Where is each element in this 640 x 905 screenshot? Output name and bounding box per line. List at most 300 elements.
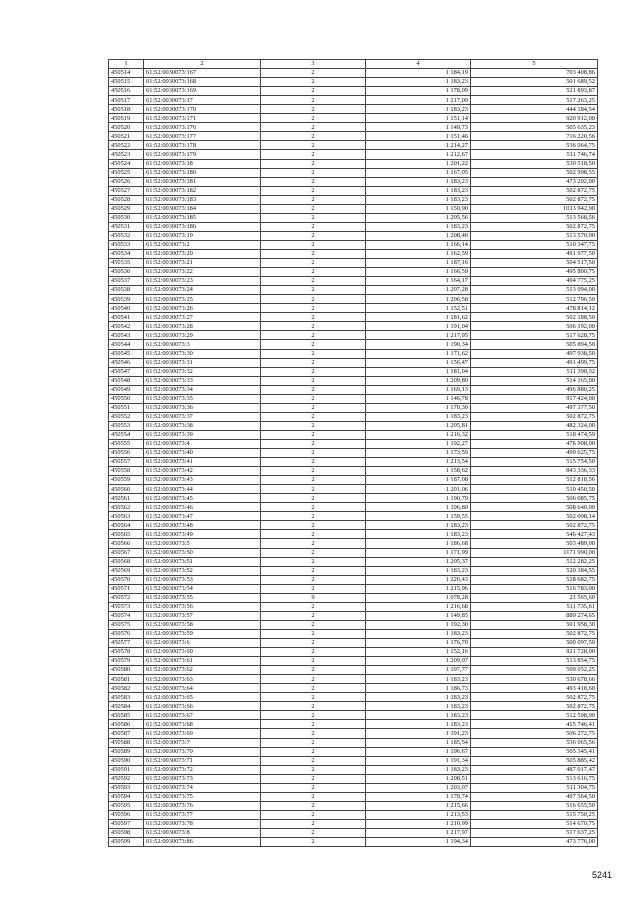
table-row: [109, 268, 598, 277]
table-cell-col4: 1 183,23: [366, 720, 471, 729]
table-row: [109, 277, 598, 286]
table-cell-col2: 61:52:0030073:21: [144, 259, 261, 268]
table-row: [109, 611, 598, 620]
table-row: [109, 222, 598, 231]
table-cell-col4: 1 208,51: [366, 774, 471, 783]
table-cell-col5: 514 165,00: [471, 376, 598, 385]
table-cell-col3: 2: [261, 132, 366, 141]
table-cell-col3: 2: [261, 666, 366, 675]
table-cell-col1: 450581: [109, 675, 144, 684]
table-cell-col2: 61:52:0030073:181: [144, 177, 261, 186]
table-cell-col2: 61:52:0030073:53: [144, 575, 261, 584]
column-header-3: 3: [261, 60, 366, 69]
table-cell-col1: 450528: [109, 195, 144, 204]
table-cell-col1: 450542: [109, 322, 144, 331]
table-cell-col3: 2: [261, 521, 366, 530]
table-row: [109, 548, 598, 557]
table-cell-col3: 2: [261, 774, 366, 783]
table-cell-col5: 530 678,66: [471, 675, 598, 684]
table-cell-col3: 2: [261, 204, 366, 213]
table-cell-col4: 1 171,62: [366, 349, 471, 358]
table-cell-col3: 2: [261, 729, 366, 738]
table-cell-col1: 450521: [109, 132, 144, 141]
table-cell-col2: 61:52:0030073:33: [144, 376, 261, 385]
table-cell-col4: 1 170,74: [366, 792, 471, 801]
table-row: [109, 684, 598, 693]
table-cell-col2: 61:52:0030073:58: [144, 620, 261, 629]
table-cell-col5: 473 776,00: [471, 838, 598, 847]
table-cell-col1: 450537: [109, 277, 144, 286]
table-cell-col5: 502 872,75: [471, 693, 598, 702]
table-row: [109, 485, 598, 494]
table-cell-col1: 450525: [109, 168, 144, 177]
table-cell-col2: 61:52:0030073:48: [144, 521, 261, 530]
table-cell-col4: 1 162,59: [366, 249, 471, 258]
table-cell-col1: 450550: [109, 394, 144, 403]
table-cell-col4: 1 158,62: [366, 467, 471, 476]
table-cell-col2: 61:52:0030073:63: [144, 675, 261, 684]
table-cell-col4: 1 208,40: [366, 231, 471, 240]
table-cell-col3: 2: [261, 792, 366, 801]
table-cell-col4: 1 183,23: [366, 711, 471, 720]
table-cell-col3: 2: [261, 69, 366, 78]
table-cell-col2: 61:52:0030073:75: [144, 792, 261, 801]
table-cell-col4: 1 152,51: [366, 304, 471, 313]
table-cell-col2: 61:52:0030073:61: [144, 657, 261, 666]
table-cell-col1: 450533: [109, 240, 144, 249]
table-cell-col1: 450579: [109, 657, 144, 666]
table-cell-col2: 61:52:0030073:182: [144, 186, 261, 195]
table-cell-col3: 2: [261, 249, 366, 258]
table-cell-col5: 520 384,55: [471, 566, 598, 575]
table-row: [109, 666, 598, 675]
table-cell-col3: 2: [261, 675, 366, 684]
table-cell-col3: 2: [261, 485, 366, 494]
table-cell-col3: 2: [261, 747, 366, 756]
table-cell-col4: 1 183,23: [366, 105, 471, 114]
table-cell-col2: 61:52:0030073:43: [144, 476, 261, 485]
table-cell-col4: 1 176,70: [366, 639, 471, 648]
table-cell-col5: 505 885,42: [471, 756, 598, 765]
table-cell-col4: 1 169,13: [366, 385, 471, 394]
table-cell-col1: 450557: [109, 458, 144, 467]
table-cell-col3: 2: [261, 819, 366, 828]
table-row: [109, 195, 598, 204]
table-row: [109, 801, 598, 810]
table-cell-col1: 450591: [109, 765, 144, 774]
table-cell-col5: 478 814,12: [471, 304, 598, 313]
table-cell-col4: 1 216,32: [366, 430, 471, 439]
table-cell-col2: 61:52:0030073:169: [144, 87, 261, 96]
table-cell-col4: 1 201,06: [366, 485, 471, 494]
table-cell-col2: 61:52:0030073:37: [144, 412, 261, 421]
table-cell-col3: 2: [261, 123, 366, 132]
table-cell-col3: 2: [261, 503, 366, 512]
table-cell-col1: 450575: [109, 620, 144, 629]
table-row: [109, 430, 598, 439]
table-cell-col1: 450580: [109, 666, 144, 675]
table-cell-col2: 61:52:0030073:66: [144, 702, 261, 711]
table-cell-col5: 518 682,75: [471, 575, 598, 584]
table-cell-col4: 1 183,23: [366, 702, 471, 711]
table-cell-col2: 61:52:0030073:178: [144, 141, 261, 150]
table-cell-col5: 517 628,75: [471, 331, 598, 340]
table-cell-col4: 1 212,67: [366, 150, 471, 159]
table-cell-col3: 2: [261, 584, 366, 593]
table-cell-col4: 1 151,14: [366, 114, 471, 123]
table-cell-col5: 496 880,25: [471, 385, 598, 394]
table-cell-col5: 516 783,00: [471, 584, 598, 593]
table-cell-col2: 61:52:0030073:67: [144, 711, 261, 720]
table-cell-col1: 450560: [109, 485, 144, 494]
table-cell-col1: 450597: [109, 819, 144, 828]
table-row: [109, 150, 598, 159]
table-cell-col1: 450522: [109, 141, 144, 150]
table-cell-col4: 1 213,53: [366, 810, 471, 819]
table-cell-col3: 2: [261, 657, 366, 666]
table-cell-col5: 504 517,50: [471, 259, 598, 268]
table-cell-col3: 2: [261, 702, 366, 711]
table-cell-col3: 2: [261, 186, 366, 195]
table-cell-col4: 1 184,19: [366, 69, 471, 78]
table-cell-col1: 450587: [109, 729, 144, 738]
table-cell-col5: 512 282,25: [471, 557, 598, 566]
table-cell-col3: 2: [261, 566, 366, 575]
table-cell-col4: 1 183,23: [366, 566, 471, 575]
table-cell-col4: 1 183,23: [366, 177, 471, 186]
table-cell-col3: 2: [261, 801, 366, 810]
table-row: [109, 494, 598, 503]
table-cell-col2: 61:52:0030073:34: [144, 385, 261, 394]
table-row: [109, 639, 598, 648]
table-row: [109, 729, 598, 738]
table-row: [109, 539, 598, 548]
table-cell-col4: 1 183,23: [366, 765, 471, 774]
table-cell-col2: 61:52:0030073:183: [144, 195, 261, 204]
table-cell-col2: 61:52:0030073:59: [144, 629, 261, 638]
table-cell-col1: 450520: [109, 123, 144, 132]
table-row: [109, 87, 598, 96]
table-cell-col4: 1 183,23: [366, 521, 471, 530]
table-cell-col4: 1 205,56: [366, 213, 471, 222]
table-cell-col4: 1 183,23: [366, 693, 471, 702]
table-row: [109, 159, 598, 168]
table-cell-col5: 1013 942,90: [471, 204, 598, 213]
data-table: [108, 59, 598, 847]
table-cell-col4: 1 191,23: [366, 729, 471, 738]
table-cell-col3: 2: [261, 331, 366, 340]
table-row: [109, 693, 598, 702]
table-cell-col5: 546 427,43: [471, 530, 598, 539]
table-cell-col5: 491 977,50: [471, 249, 598, 258]
table-row: [109, 358, 598, 367]
table-row: [109, 313, 598, 322]
table-cell-col4: 1 209,07: [366, 657, 471, 666]
table-cell-col2: 61:52:0030073:40: [144, 449, 261, 458]
table-cell-col4: 1 194,34: [366, 838, 471, 847]
table-cell-col3: 2: [261, 611, 366, 620]
table-cell-col4: 1 185,54: [366, 738, 471, 747]
table-cell-col4: 1 186,73: [366, 684, 471, 693]
table-row: [109, 711, 598, 720]
table-cell-col1: 450565: [109, 530, 144, 539]
table-row: [109, 783, 598, 792]
table-cell-col2: 61:52:0030073:60: [144, 648, 261, 657]
table-cell-col2: 61:52:0030073:186: [144, 222, 261, 231]
table-cell-col1: 450582: [109, 684, 144, 693]
table-cell-col4: 1 173,59: [366, 449, 471, 458]
table-cell-col2: 61:52:0030073:39: [144, 430, 261, 439]
table-cell-col3: 2: [261, 358, 366, 367]
table-row: [109, 838, 598, 847]
table-cell-col1: 450514: [109, 69, 144, 78]
table-row: [109, 376, 598, 385]
table-cell-col5: 506 085,75: [471, 494, 598, 503]
table-cell-col1: 450551: [109, 403, 144, 412]
table-cell-col4: 1 203,07: [366, 783, 471, 792]
table-cell-col1: 450585: [109, 711, 144, 720]
table-cell-col3: 2: [261, 720, 366, 729]
table-cell-col5: 501 958,30: [471, 620, 598, 629]
table-cell-col2: 61:52:0030073:49: [144, 530, 261, 539]
table-cell-col5: 499 625,75: [471, 449, 598, 458]
table-cell-col5: 511 304,75: [471, 783, 598, 792]
table-cell-col3: 2: [261, 349, 366, 358]
table-cell-col4: 1 192,30: [366, 620, 471, 629]
table-cell-col1: 450556: [109, 449, 144, 458]
table-cell-col1: 450548: [109, 376, 144, 385]
table-cell-col1: 450588: [109, 738, 144, 747]
table-cell-col3: 2: [261, 449, 366, 458]
table-row: [109, 828, 598, 837]
table-cell-col4: 1 192,27: [366, 439, 471, 448]
page-number: 5241: [591, 870, 612, 880]
table-cell-col1: 450558: [109, 467, 144, 476]
table-cell-col5: 505 894,50: [471, 340, 598, 349]
table-cell-col2: 61:52:0030073:5: [144, 539, 261, 548]
table-cell-col1: 450519: [109, 114, 144, 123]
table-row: [109, 132, 598, 141]
table-cell-col3: 2: [261, 159, 366, 168]
table-cell-col5: 518 474,59: [471, 430, 598, 439]
table-row: [109, 213, 598, 222]
table-cell-col2: 61:52:0030073:69: [144, 729, 261, 738]
table-row: [109, 584, 598, 593]
table-cell-col2: 61:52:0030073:26: [144, 304, 261, 313]
table-cell-col3: 2: [261, 602, 366, 611]
table-cell-col4: 1 152,16: [366, 648, 471, 657]
table-cell-col5: 517 263,25: [471, 96, 598, 105]
table-cell-col5: 716 220,56: [471, 132, 598, 141]
table-cell-col4: 1 216,68: [366, 602, 471, 611]
table-cell-col4: 1 183,23: [366, 530, 471, 539]
table-cell-col3: 2: [261, 783, 366, 792]
table-cell-col1: 450570: [109, 575, 144, 584]
table-cell-col2: 61:52:0030073:184: [144, 204, 261, 213]
table-cell-col3: 2: [261, 512, 366, 521]
table-cell-col2: 61:52:0030073:77: [144, 810, 261, 819]
table-cell-col1: 450583: [109, 693, 144, 702]
table-cell-col1: 450526: [109, 177, 144, 186]
table-cell-col4: 1 183,23: [366, 78, 471, 87]
table-cell-col3: 2: [261, 295, 366, 304]
table-cell-col5: 497 377,50: [471, 403, 598, 412]
table-cell-col3: 2: [261, 828, 366, 837]
table-cell-col3: 2: [261, 430, 366, 439]
table-row: [109, 439, 598, 448]
table-cell-col1: 450564: [109, 521, 144, 530]
table-cell-col3: 2: [261, 575, 366, 584]
table-cell-col1: 450576: [109, 629, 144, 638]
table-cell-col1: 450540: [109, 304, 144, 313]
table-cell-col1: 450515: [109, 78, 144, 87]
table-cell-col5: 493 418,60: [471, 684, 598, 693]
table-cell-col5: 502 098,14: [471, 512, 598, 521]
table-cell-col1: 450523: [109, 150, 144, 159]
table-cell-col3: 2: [261, 458, 366, 467]
table-cell-col4: 1 214,27: [366, 141, 471, 150]
table-cell-col3: 2: [261, 494, 366, 503]
table-cell-col1: 450592: [109, 774, 144, 783]
table-cell-col5: 502 872,75: [471, 629, 598, 638]
table-cell-col5: 482 324,00: [471, 421, 598, 430]
table-cell-col4: 1 183,23: [366, 195, 471, 204]
table-cell-col3: 2: [261, 738, 366, 747]
table-cell-col5: 510 347,75: [471, 240, 598, 249]
table-cell-col3: 2: [261, 78, 366, 87]
table-cell-col3: 2: [261, 286, 366, 295]
table-cell-col2: 61:52:0030073:185: [144, 213, 261, 222]
table-row: [109, 476, 598, 485]
table-cell-col4: 1 146,78: [366, 394, 471, 403]
table-cell-col3: 2: [261, 421, 366, 430]
table-cell-col3: 2: [261, 213, 366, 222]
table-row: [109, 557, 598, 566]
table-cell-col1: 450567: [109, 548, 144, 557]
table-cell-col1: 450589: [109, 747, 144, 756]
table-cell-col1: 450532: [109, 231, 144, 240]
table-cell-col2: 61:52:0030073:27: [144, 313, 261, 322]
table-cell-col2: 61:52:0030073:46: [144, 503, 261, 512]
table-cell-col4: 1 220,43: [366, 575, 471, 584]
table-cell-col2: 61:52:0030073:47: [144, 512, 261, 521]
table-cell-col5: 521 893,87: [471, 87, 598, 96]
table-cell-col5: 494 775,25: [471, 277, 598, 286]
table-cell-col2: 61:52:0030073:20: [144, 249, 261, 258]
table-body: [109, 69, 598, 847]
table-cell-col2: 61:52:0030073:45: [144, 494, 261, 503]
table-cell-col2: 61:52:0030073:76: [144, 801, 261, 810]
table-cell-col4: 1 213,54: [366, 458, 471, 467]
table-cell-col3: 2: [261, 96, 366, 105]
table-cell-col4: 1 167,05: [366, 168, 471, 177]
table-cell-col2: 61:52:0030073:28: [144, 322, 261, 331]
table-cell-col3: 2: [261, 838, 366, 847]
table-row: [109, 322, 598, 331]
table-row: [109, 367, 598, 376]
table-cell-col3: 2: [261, 222, 366, 231]
table-cell-col2: 61:52:0030073:64: [144, 684, 261, 693]
table-cell-col1: 450559: [109, 476, 144, 485]
table-cell-col3: 2: [261, 639, 366, 648]
table-cell-col5: 513 568,56: [471, 213, 598, 222]
table-cell-col5: 516 655,50: [471, 801, 598, 810]
table-cell-col2: 61:52:0030073:30: [144, 349, 261, 358]
table-row: [109, 231, 598, 240]
table-cell-col2: 61:52:0030073:65: [144, 693, 261, 702]
table-cell-col1: 450531: [109, 222, 144, 231]
table-cell-col2: 61:52:0030073:52: [144, 566, 261, 575]
table-cell-col4: 1 217,97: [366, 828, 471, 837]
table-cell-col1: 450569: [109, 566, 144, 575]
table-cell-col2: 61:52:0030073:176: [144, 123, 261, 132]
table-cell-col4: 1 149,73: [366, 123, 471, 132]
table-row: [109, 756, 598, 765]
table-cell-col2: 61:52:0030073:41: [144, 458, 261, 467]
table-row: [109, 593, 598, 602]
table-cell-col1: 450578: [109, 648, 144, 657]
table-cell-col5: 487 017,47: [471, 765, 598, 774]
table-cell-col3: 2: [261, 810, 366, 819]
table-cell-col3: 2: [261, 259, 366, 268]
table-cell-col3: 2: [261, 557, 366, 566]
table-cell-col1: 450568: [109, 557, 144, 566]
table-cell-col2: 61:52:0030073:180: [144, 168, 261, 177]
table-cell-col2: 61:52:0030073:22: [144, 268, 261, 277]
table-cell-col4: 1 150,90: [366, 204, 471, 213]
table-cell-col4: 1 166,59: [366, 268, 471, 277]
table-cell-col1: 450544: [109, 340, 144, 349]
table-cell-col5: 889 274,65: [471, 611, 598, 620]
table-cell-col2: 61:52:0030073:55: [144, 593, 261, 602]
table-row: [109, 340, 598, 349]
table-cell-col4: 1 151,46: [366, 132, 471, 141]
table-cell-col2: 61:52:0030073:24: [144, 286, 261, 295]
table-cell-col1: 450538: [109, 286, 144, 295]
table-cell-col5: 473 292,00: [471, 177, 598, 186]
table-row: [109, 168, 598, 177]
table-cell-col2: 61:52:0030073:8: [144, 828, 261, 837]
table-cell-col3: 2: [261, 439, 366, 448]
table-cell-col4: 1 164,17: [366, 277, 471, 286]
table-cell-col1: 450541: [109, 313, 144, 322]
table-cell-col1: 450516: [109, 87, 144, 96]
table-cell-col4: 1 183,23: [366, 629, 471, 638]
table-cell-col1: 450590: [109, 756, 144, 765]
table-cell-col4: 1 210,99: [366, 819, 471, 828]
table-cell-col5: 21 565,60: [471, 593, 598, 602]
table-cell-col4: 1 181,62: [366, 313, 471, 322]
table-cell-col2: 61:52:0030073:23: [144, 277, 261, 286]
table-row: [109, 412, 598, 421]
table-row: [109, 204, 598, 213]
table-cell-col3: 2: [261, 105, 366, 114]
table-row: [109, 259, 598, 268]
table-cell-col3: 2: [261, 231, 366, 240]
table-cell-col3: 2: [261, 648, 366, 657]
table-cell-col2: 61:52:0030073:19: [144, 231, 261, 240]
table-cell-col2: 61:52:0030073:57: [144, 611, 261, 620]
table-cell-col2: 61:52:0030073:29: [144, 331, 261, 340]
table-cell-col2: 61:52:0030073:86: [144, 838, 261, 847]
table-cell-col4: 1 181,04: [366, 367, 471, 376]
table-cell-col1: 450535: [109, 259, 144, 268]
table-cell-col5: 506 192,00: [471, 322, 598, 331]
table-cell-col4: 1 190,34: [366, 340, 471, 349]
table-cell-col3: 2: [261, 376, 366, 385]
table-cell-col3: 2: [261, 340, 366, 349]
table-cell-col1: 450574: [109, 611, 144, 620]
